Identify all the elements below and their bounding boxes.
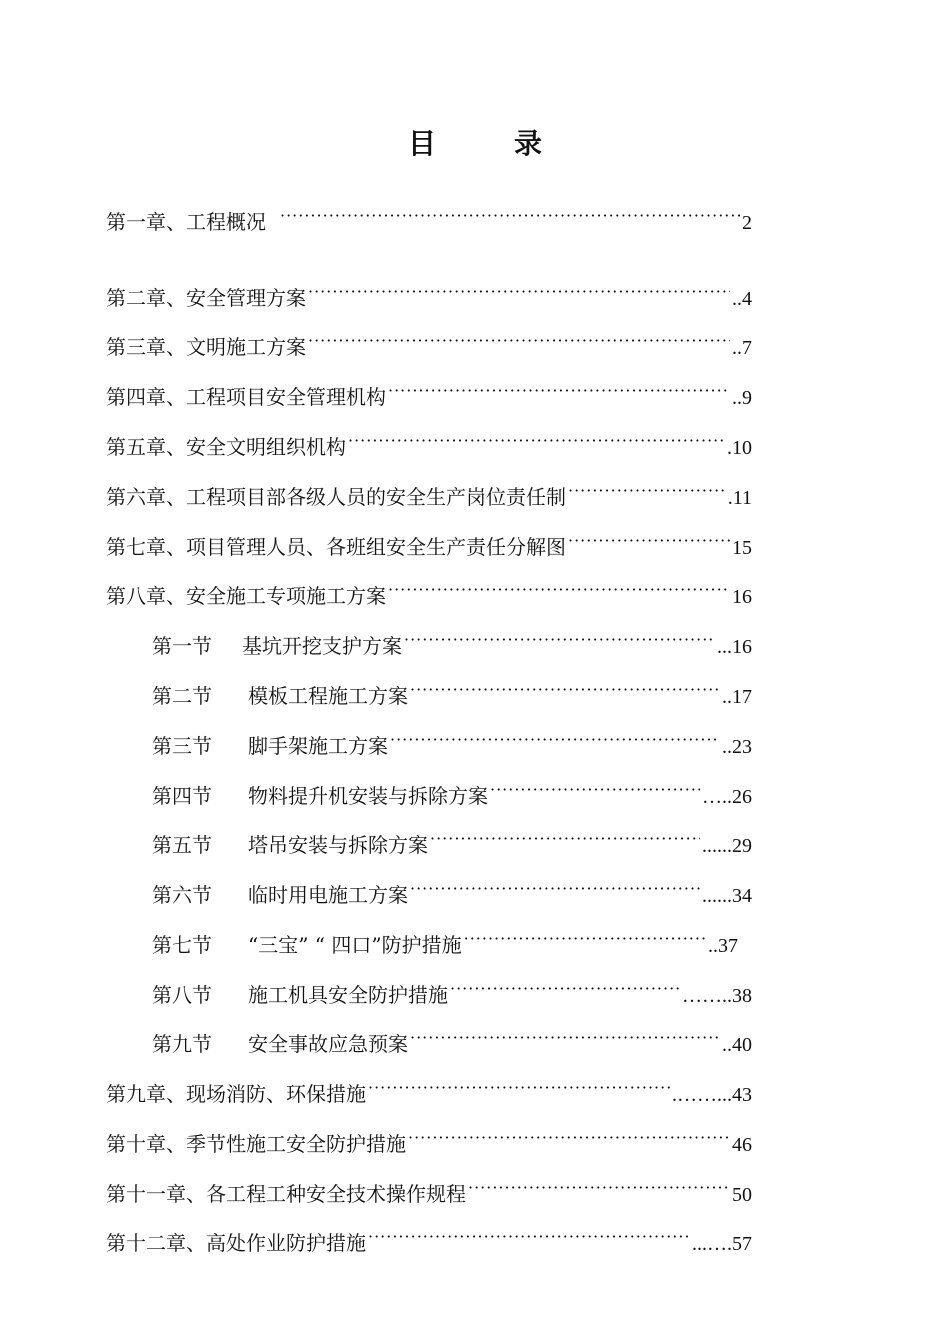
dot-leader (490, 777, 700, 803)
toc-entry-page: ...16 (717, 636, 752, 658)
toc-entry-chapter-5 (106, 428, 752, 461)
section-title: 物料提升机安装与拆除方案 (248, 784, 488, 808)
title-char-2: 录 (514, 127, 543, 160)
toc-entry-page: ..4 (732, 288, 752, 310)
dot-leader (410, 876, 700, 902)
dot-leader (348, 428, 725, 454)
toc-entry-page: 15 (732, 537, 752, 559)
section-title: 模板工程施工方案 (248, 684, 408, 708)
dot-leader (410, 677, 720, 703)
toc-entry-page: .11 (727, 487, 752, 509)
toc-entry-page: ..17 (722, 686, 752, 708)
dot-leader (280, 203, 740, 229)
section-number: 第四节 (152, 784, 212, 808)
toc-entry-section-4 (152, 777, 752, 810)
section-title: 施工机具安全防护措施 (248, 983, 448, 1007)
toc-entry-label: 第二章、安全管理方案 (106, 286, 306, 310)
toc-entry-page: ......29 (702, 835, 752, 857)
toc-entry-label: 第四章、工程项目安全管理机构 (106, 385, 386, 409)
toc-entry-chapter-1 (106, 203, 752, 236)
toc-entry-chapter-10 (106, 1125, 752, 1158)
toc-entry-page: …..26 (702, 786, 752, 808)
toc-entry-section-7 (152, 926, 738, 959)
toc-entry-chapter-9 (106, 1075, 752, 1108)
toc-entry-label: 第十一章、各工程工种安全技术操作规程 (106, 1182, 466, 1206)
page-title (0, 122, 950, 162)
toc-entry-page: ...….57 (692, 1233, 752, 1255)
dot-leader (464, 926, 706, 952)
toc-entry-section-3 (152, 727, 752, 760)
toc-entry-chapter-2 (106, 279, 752, 312)
toc-entry-chapter-11 (106, 1175, 752, 1208)
section-title: 脚手架施工方案 (248, 734, 388, 758)
section-number: 第六节 (152, 883, 212, 907)
toc-entry-section-5 (152, 826, 752, 859)
toc-entry-label: 第十章、季节性施工安全防护措施 (106, 1132, 406, 1156)
toc-entry-label: 第一章、工程概况 (106, 210, 266, 234)
toc-entry-page: ..7 (732, 337, 752, 359)
toc-entry-label (152, 733, 388, 759)
dot-leader (388, 577, 730, 603)
section-number: 第三节 (152, 734, 212, 758)
toc-entry-chapter-12 (106, 1224, 752, 1257)
section-title: 临时用电施工方案 (248, 883, 408, 907)
toc-entry-page: 50 (732, 1184, 752, 1206)
section-title: 塔吊安装与拆除方案 (248, 833, 428, 857)
toc-entry-page: 46 (732, 1134, 752, 1156)
toc-entry-label: 第九章、现场消防、环保措施 (106, 1082, 366, 1106)
toc-entry-page: ..40 (722, 1034, 752, 1056)
dot-leader (450, 976, 680, 1002)
toc-entry-label (152, 932, 462, 958)
section-number: 第二节 (152, 684, 212, 708)
section-title: 基坑开挖支护方案 (242, 634, 402, 658)
toc-entry-page: .10 (727, 437, 752, 459)
toc-entry-chapter-6 (106, 478, 752, 511)
toc-entry-section-2 (152, 677, 752, 710)
toc-entry-label (152, 982, 448, 1008)
dot-leader (388, 378, 730, 404)
toc-entry-label: 第十二章、高处作业防护措施 (106, 1231, 366, 1255)
dot-leader (368, 1075, 670, 1101)
dot-leader (368, 1224, 690, 1250)
section-title: “三宝” “ 四口”防护措施 (248, 933, 462, 957)
toc-entry-page: ..9 (732, 387, 752, 409)
dot-leader (410, 1025, 720, 1051)
dot-leader (568, 528, 730, 554)
toc-entry-section-1 (152, 627, 752, 660)
toc-entry-section-8 (152, 976, 752, 1009)
toc-entry-chapter-3 (106, 328, 752, 361)
toc-entry-label: 第五章、安全文明组织机构 (106, 435, 346, 459)
toc-entry-page: ..23 (722, 736, 752, 758)
toc-entry-label (152, 683, 408, 709)
toc-entry-label: 第八章、安全施工专项施工方案 (106, 584, 386, 608)
dot-leader (308, 279, 730, 305)
dot-leader (390, 727, 720, 753)
toc-entry-label: 第三章、文明施工方案 (106, 335, 306, 359)
section-title: 安全事故应急预案 (248, 1032, 408, 1056)
section-number: 第九节 (152, 1032, 212, 1056)
toc-entry-page: 16 (732, 586, 752, 608)
toc-entry-page: ......34 (702, 885, 752, 907)
toc-entry-page: .……...43 (672, 1084, 752, 1106)
toc-entry-page: ……..38 (682, 985, 752, 1007)
dot-leader (568, 478, 726, 504)
dot-leader (468, 1175, 730, 1201)
dot-leader (308, 328, 730, 354)
title-char-1: 目 (407, 127, 436, 160)
toc-entry-label: 第六章、工程项目部各级人员的安全生产岗位责任制 (106, 485, 566, 509)
section-number: 第八节 (152, 983, 212, 1007)
toc-entry-label (152, 1031, 408, 1057)
toc-entry-chapter-8 (106, 577, 752, 610)
toc-entry-label (152, 832, 428, 858)
toc-entry-section-9 (152, 1025, 752, 1058)
toc-entry-page: ..37 (708, 935, 738, 957)
section-number: 第七节 (152, 933, 212, 957)
toc-entry-label: 第七章、项目管理人员、各班组安全生产责任分解图 (106, 535, 566, 559)
toc-entry-label (152, 633, 402, 659)
toc-entry-chapter-4 (106, 378, 752, 411)
toc-entry-page: 2 (742, 212, 752, 234)
section-number: 第五节 (152, 833, 212, 857)
toc-entry-label (152, 882, 408, 908)
toc-entry-label (152, 783, 488, 809)
dot-leader (404, 627, 715, 653)
dot-leader (408, 1125, 730, 1151)
dot-leader (430, 826, 700, 852)
section-number: 第一节 (152, 634, 212, 658)
toc-entry-chapter-7 (106, 528, 752, 561)
toc-entry-section-6 (152, 876, 752, 909)
